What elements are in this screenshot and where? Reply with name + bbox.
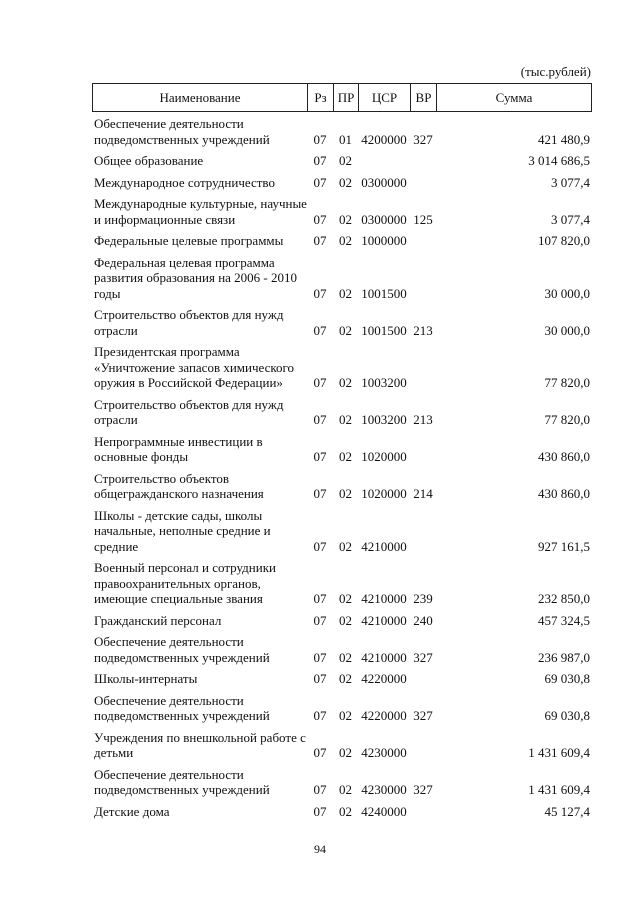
cell-sum: 69 030,8	[544, 708, 590, 723]
cell-vr: 214	[413, 486, 433, 501]
cell-rz: 07	[313, 745, 327, 760]
cell-rz: 07	[313, 591, 327, 606]
cell-pr: 02	[339, 803, 352, 819]
cell-csr: 0300000	[361, 211, 407, 227]
cell-sum: 430 860,0	[538, 449, 590, 464]
cell-name: Обеспечение деятельности подведомственных учреждений	[94, 116, 270, 147]
cell-vr: 327	[413, 708, 433, 723]
cell-sum: 232 850,0	[538, 591, 590, 606]
cell-vr: 213	[413, 322, 433, 338]
cell-name: Обеспечение деятельности подведомственных учреждений	[94, 634, 270, 665]
cell-sum: 3 077,4	[551, 211, 590, 227]
cell-sum: 430 860,0	[538, 486, 590, 501]
cell-csr: 4210000	[361, 649, 407, 665]
cell-pr: 02	[339, 449, 352, 464]
cell-vr: 213	[413, 412, 433, 427]
cell-name: Военный персонал и сотрудники правоохранительных органов, имеющие специальные звания	[94, 560, 276, 606]
cell-name: Президентская программа «Уничтожение запасов химического оружия в Российской Федерации»	[94, 344, 295, 390]
cell-csr: 1000000	[361, 233, 407, 248]
page-number: 94	[314, 842, 326, 856]
cell-csr: 4200000	[361, 131, 407, 147]
cell-rz: 07	[313, 174, 327, 190]
cell-rz: 07	[313, 782, 327, 797]
table-row	[92, 613, 592, 635]
cell-name: Федеральная целевая программа развития образования на 2006 - 2010 годы	[94, 254, 297, 301]
cell-csr: 4220000	[361, 671, 407, 686]
cell-rz: 07	[313, 538, 327, 554]
cell-pr: 02	[339, 708, 352, 723]
cell-name: Строительство объектов для нужд отрасли	[94, 307, 284, 338]
cell-pr: 02	[339, 153, 352, 168]
table-row	[92, 233, 592, 255]
cell-vr: 327	[413, 649, 433, 665]
cell-rz: 07	[313, 671, 327, 686]
table-row	[92, 730, 592, 767]
header-csr: ЦСР	[359, 84, 411, 112]
table-header	[92, 83, 592, 112]
cell-sum: 107 820,0	[538, 233, 590, 248]
cell-csr: 4210000	[361, 612, 407, 628]
cell-csr: 1020000	[361, 449, 407, 464]
cell-vr: 240	[413, 612, 433, 628]
cell-pr: 02	[339, 782, 352, 797]
cell-pr: 02	[339, 322, 352, 338]
cell-sum: 927 161,5	[538, 538, 590, 554]
cell-pr: 02	[339, 233, 352, 248]
cell-sum: 77 820,0	[544, 412, 590, 427]
table-row	[92, 116, 592, 153]
cell-csr: 1001500	[361, 285, 407, 301]
cell-rz: 07	[313, 412, 327, 427]
cell-name: Строительство объектов для нужд отрасли	[94, 396, 284, 427]
table-row	[92, 560, 592, 613]
cell-name: Гражданский персонал	[94, 612, 222, 628]
table-row	[92, 196, 592, 233]
table-row	[92, 508, 592, 561]
cell-rz: 07	[313, 803, 327, 819]
cell-csr: 1003200	[361, 375, 407, 390]
cell-csr: 4210000	[361, 538, 407, 554]
cell-name: Непрограммные инвестиции в основные фонды	[94, 433, 263, 464]
cell-vr: 327	[413, 782, 433, 797]
table-row	[92, 767, 592, 804]
table-row	[92, 693, 592, 730]
cell-name: Общее образование	[94, 153, 204, 168]
cell-sum: 236 987,0	[538, 649, 590, 665]
cell-vr: 239	[413, 591, 433, 606]
cell-rz: 07	[313, 153, 327, 168]
cell-csr: 4220000	[361, 708, 407, 723]
cell-vr: 327	[413, 131, 433, 147]
cell-csr: 4240000	[361, 803, 407, 819]
cell-csr: 0300000	[361, 174, 407, 190]
cell-sum: 3 014 686,5	[528, 153, 590, 168]
cell-pr: 02	[339, 486, 352, 501]
cell-rz: 07	[313, 612, 327, 628]
cell-pr: 02	[339, 285, 352, 301]
table-row	[92, 255, 592, 308]
cell-pr: 02	[339, 375, 352, 390]
cell-pr: 02	[339, 591, 352, 606]
cell-sum: 69 030,8	[544, 671, 590, 686]
cell-pr: 01	[339, 131, 352, 147]
cell-sum: 3 077,4	[551, 174, 590, 190]
cell-csr: 4230000	[361, 745, 407, 760]
cell-pr: 02	[339, 174, 352, 190]
cell-name: Федеральные целевые программы	[94, 233, 284, 248]
cell-sum: 457 324,5	[538, 612, 590, 628]
cell-csr: 1020000	[361, 486, 407, 501]
cell-name: Строительство объектов общегражданского назначения	[94, 470, 264, 501]
header-rz: Рз	[308, 84, 334, 112]
cell-name: Школы-интернаты	[94, 671, 198, 686]
cell-name: Детские дома	[94, 803, 170, 819]
cell-csr: 4230000	[361, 782, 407, 797]
cell-pr: 02	[339, 612, 352, 628]
table-row	[92, 671, 592, 693]
table-row	[92, 344, 592, 397]
cell-sum: 421 480,9	[538, 131, 590, 147]
cell-sum: 30 000,0	[544, 322, 590, 338]
cell-name: Обеспечение деятельности подведомственных учреждений	[94, 766, 270, 797]
cell-rz: 07	[313, 131, 327, 147]
cell-rz: 07	[313, 449, 327, 464]
cell-rz: 07	[313, 233, 327, 248]
cell-name: Международные культурные, научные и информационные связи	[94, 196, 307, 227]
cell-sum: 45 127,4	[544, 803, 590, 819]
header-pr: ПР	[334, 84, 359, 112]
table-row	[92, 397, 592, 434]
header-name: Наименование	[93, 84, 308, 112]
cell-pr: 02	[339, 649, 352, 665]
table-row	[92, 434, 592, 471]
table-row	[92, 471, 592, 508]
units-label: (тыс.рублей)	[520, 64, 591, 79]
cell-csr: 1001500	[361, 322, 407, 338]
table-row	[92, 175, 592, 197]
cell-sum: 30 000,0	[544, 285, 590, 301]
table-row	[92, 153, 592, 175]
table-row	[92, 804, 592, 826]
cell-name: Обеспечение деятельности подведомственных учреждений	[94, 692, 270, 723]
cell-pr: 02	[339, 412, 352, 427]
cell-pr: 02	[339, 538, 352, 554]
cell-sum: 1 431 609,4	[528, 745, 590, 760]
cell-pr: 02	[339, 211, 352, 227]
cell-rz: 07	[313, 285, 327, 301]
table-body	[92, 116, 592, 825]
cell-rz: 07	[313, 211, 327, 227]
cell-name: Школы - детские сады, школы начальные, неполные средние и средние	[94, 507, 271, 554]
table-row	[92, 307, 592, 344]
cell-rz: 07	[313, 649, 327, 665]
cell-rz: 07	[313, 708, 327, 723]
cell-pr: 02	[339, 745, 352, 760]
cell-csr: 1003200	[361, 412, 407, 427]
cell-csr: 4210000	[361, 591, 407, 606]
cell-rz: 07	[313, 375, 327, 390]
cell-sum: 77 820,0	[544, 375, 590, 390]
cell-name: Учреждения по внешкольной работе с детьми	[94, 729, 306, 760]
cell-vr: 125	[413, 211, 433, 227]
table-row	[92, 634, 592, 671]
cell-rz: 07	[313, 486, 327, 501]
cell-rz: 07	[313, 322, 327, 338]
header-vr: ВР	[411, 84, 437, 112]
header-sum: Сумма	[437, 84, 592, 112]
cell-name: Международное сотрудничество	[94, 174, 275, 190]
cell-sum: 1 431 609,4	[528, 782, 590, 797]
cell-pr: 02	[339, 671, 352, 686]
